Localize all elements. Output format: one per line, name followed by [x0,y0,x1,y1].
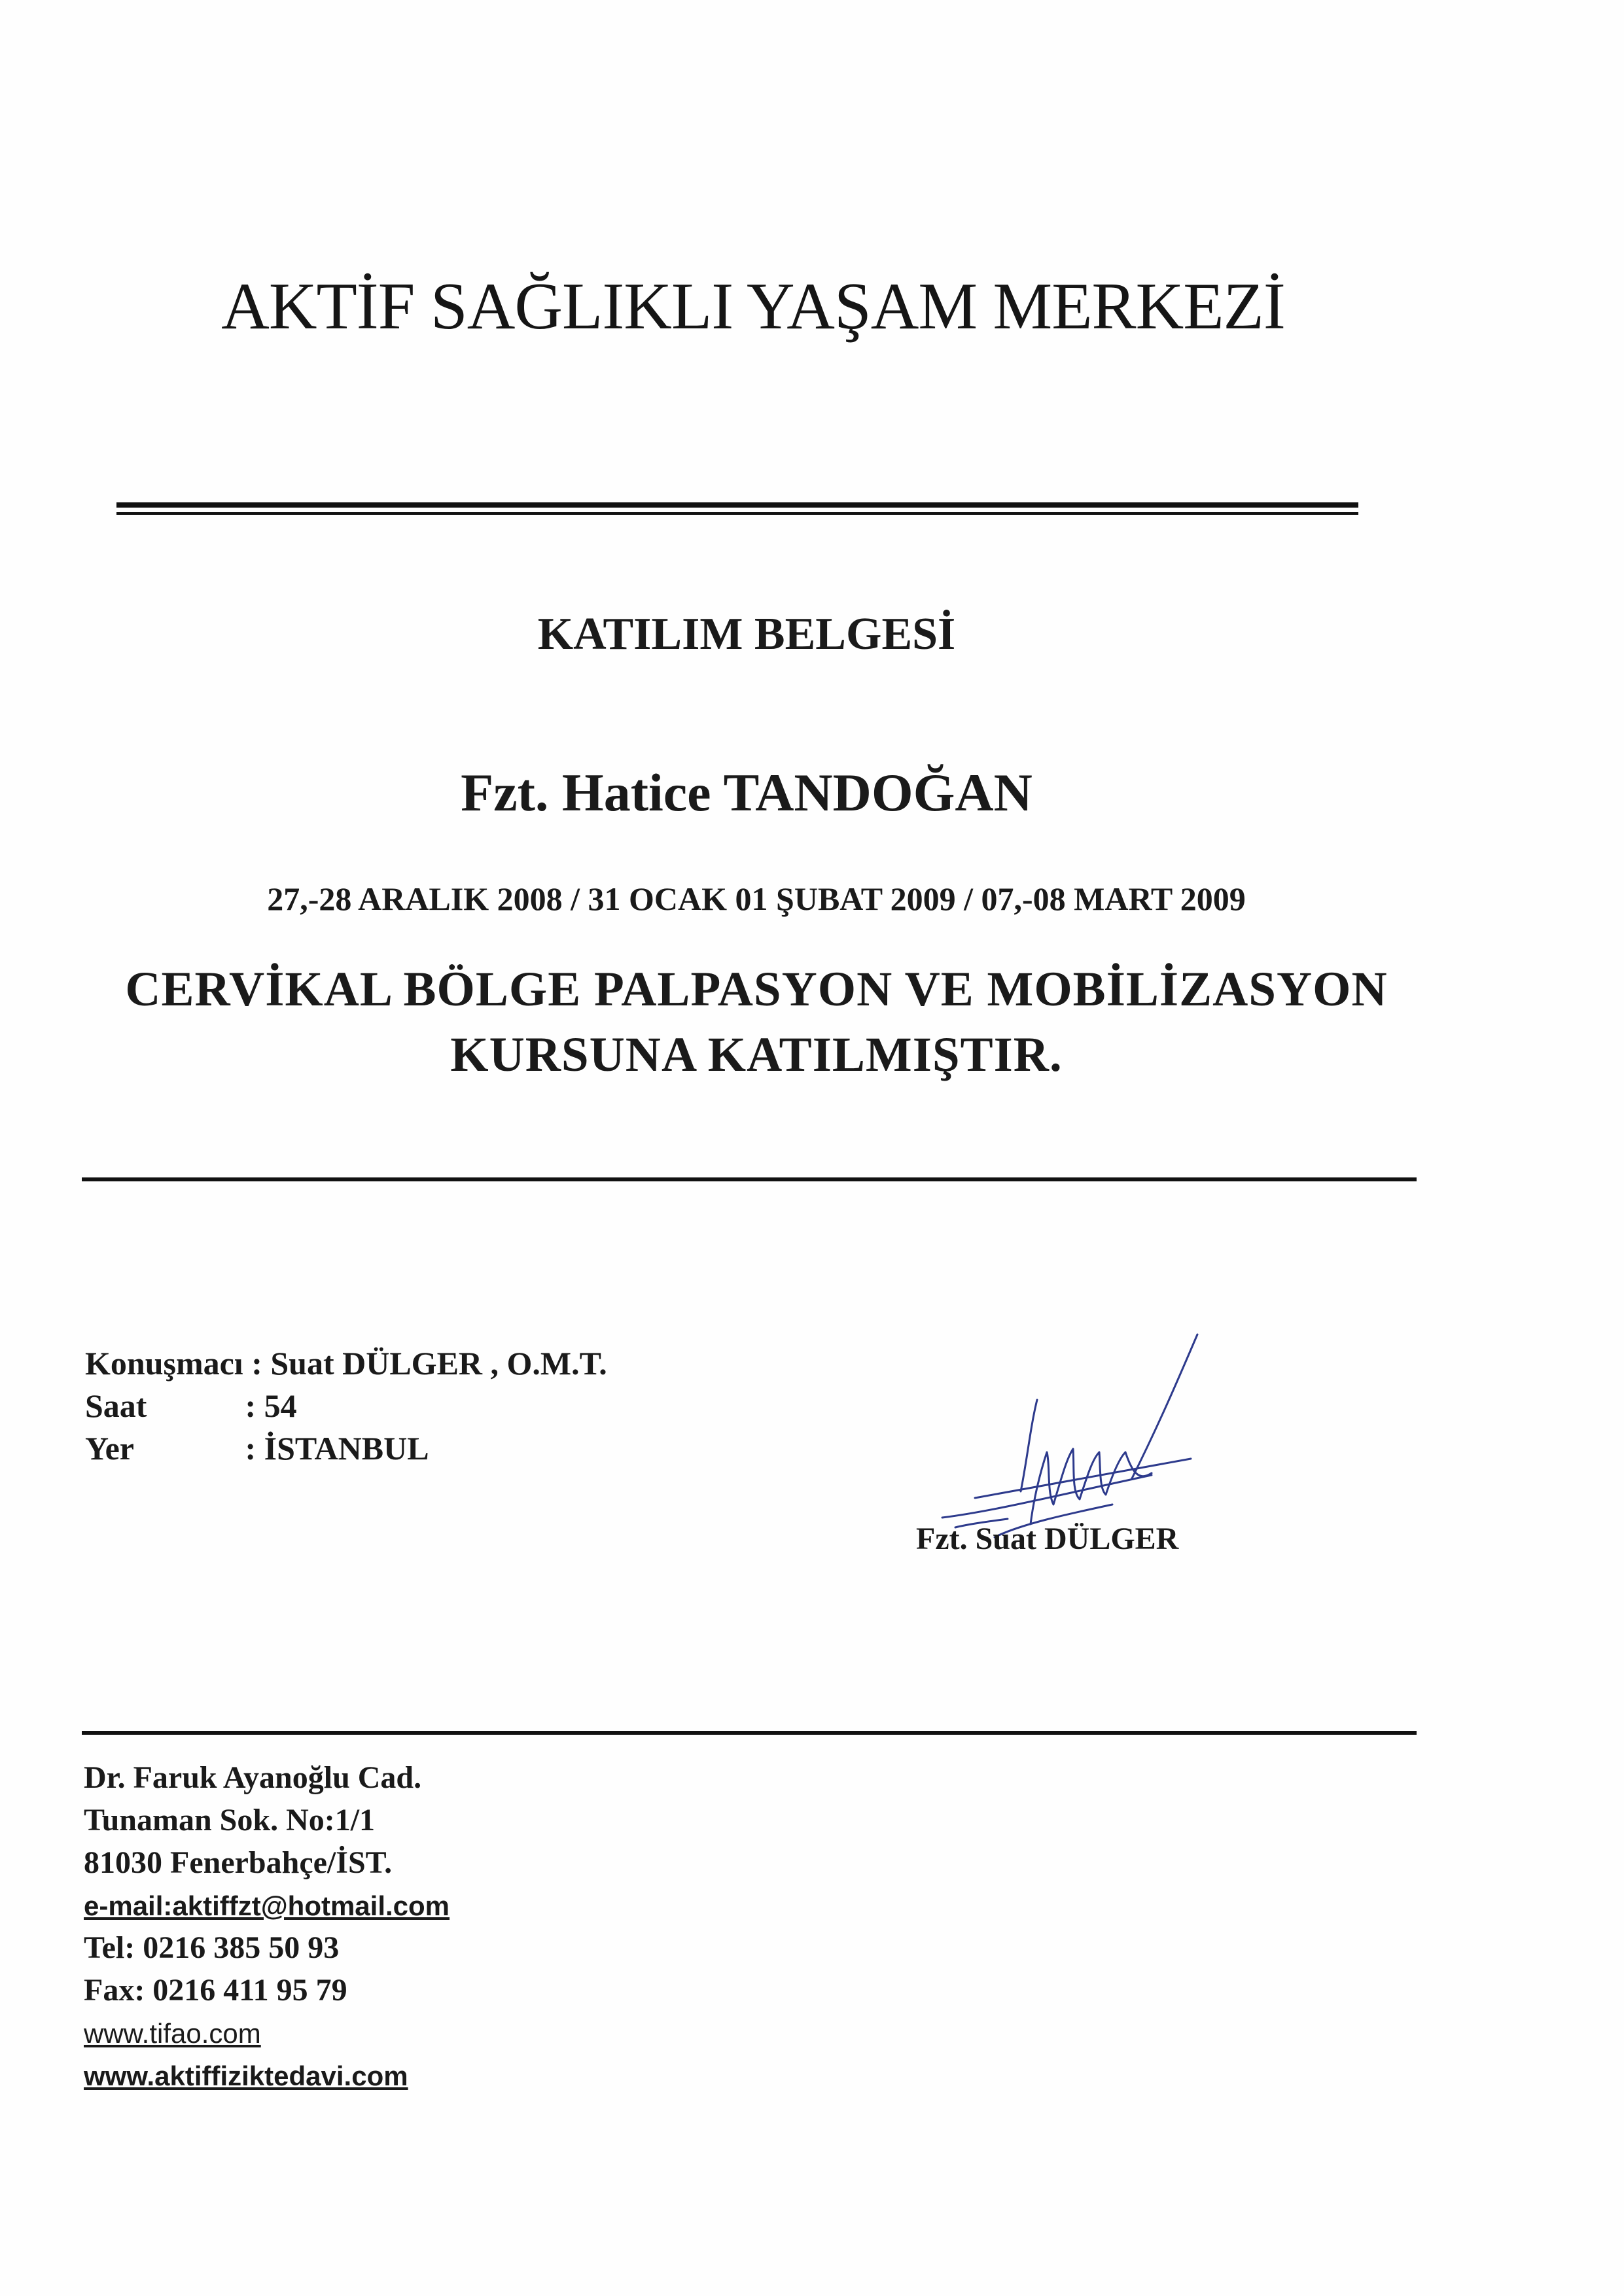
speaker-row [85,1344,607,1382]
course-name-line-2: KURSUNA KATILMIŞTIR. [450,1028,1063,1082]
phone-number: Tel: 0216 385 50 93 [84,1930,340,1965]
address-line-1: Dr. Faruk Ayanoğlu Cad. [84,1760,422,1795]
address-line-3: 81030 Fenerbahçe/İST. [84,1845,393,1880]
section-divider [82,1177,1417,1181]
organization-title: AKTİF SAĞLIKLI YAŞAM MERKEZİ [221,270,1285,343]
fax-number: Fax: 0216 411 95 79 [84,1973,347,2008]
website-link-1[interactable]: www.tifao.com [84,2018,261,2049]
hours-value: : 54 [245,1387,297,1424]
place-value: : İSTANBUL [245,1430,429,1467]
place-label: Yer [85,1430,134,1467]
place-row [85,1429,429,1467]
speaker-label: Konuşmacı [85,1345,243,1382]
footer-divider [82,1731,1417,1735]
website-link-2[interactable]: www.aktiffiziktedavi.com [84,2061,408,2091]
address-line-2: Tunaman Sok. No:1/1 [84,1803,376,1837]
speaker-value: : Suat DÜLGER , O.M.T. [251,1345,607,1382]
course-dates: 27,-28 ARALIK 2008 / 31 OCAK 01 ŞUBAT 2009 / 07,-08 MART 2009 [267,880,1246,917]
hours-label: Saat [85,1387,147,1424]
header-rule-thin [116,512,1358,515]
header-rule-thick [116,502,1358,508]
recipient-name: Fzt. Hatice TANDOĞAN [461,763,1033,822]
certificate-title: KATILIM BELGESİ [537,609,956,659]
course-name-line-1: CERVİKAL BÖLGE PALPASYON VE MOBİLİZASYON [125,962,1388,1017]
hours-row [85,1387,297,1425]
signatory-name: Fzt. Suat DÜLGER [916,1522,1179,1556]
email-link[interactable]: e-mail:aktiffzt@hotmail.com [84,1890,450,1921]
